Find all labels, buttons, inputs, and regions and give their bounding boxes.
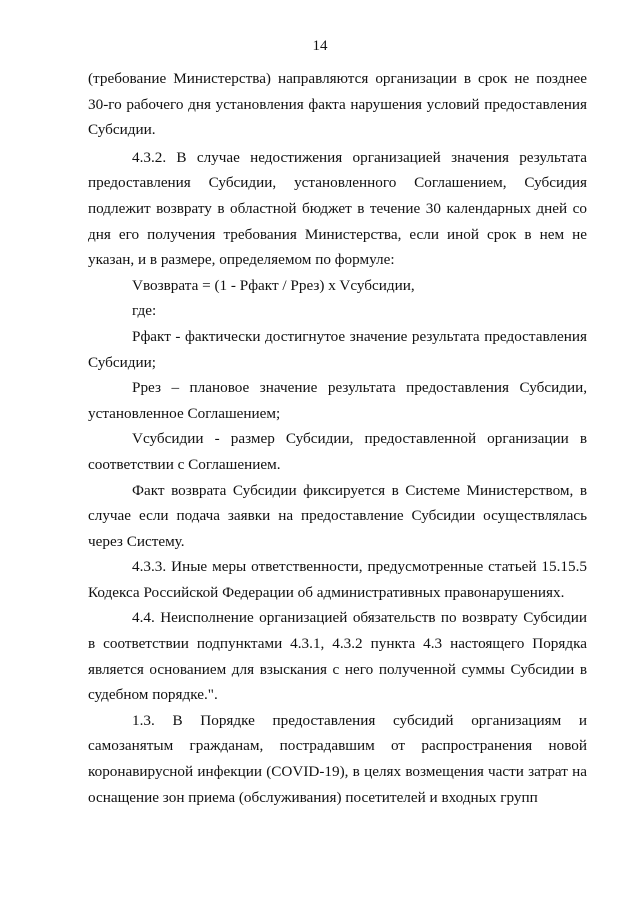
paragraph: где: <box>132 302 157 320</box>
definition-paragraph: Ррез – плановое значение результата предоставления Субсидии, установленное Соглашением; <box>88 379 587 422</box>
document-body <box>88 66 587 810</box>
paragraph: 4.4. Неисполнение организацией обязательств по возврату Субсидии в соответствии подпунктами 4.3.1, 4.3.2 пункта 4.3 настоящего Порядка является основанием для взыскания с него полученной суммы Субсидии в судебном порядке.". <box>88 609 587 704</box>
formula: Vвозврата = (1 - Рфакт / Ррез) x Vсубсидии, <box>132 276 415 294</box>
paragraph: 4.3.3. Иные меры ответственности, предусмотренные статьей 15.15.5 Кодекса Российской Федерации об административных правонарушениях. <box>88 558 587 601</box>
paragraph: 1.3. В Порядке предоставления субсидий организациям и самозанятым гражданам, пострадавшим от распространения новой коронавирусной инфекции (COVID-19), в целях возмещения части затрат на оснащение зон приема (обслуживания) посетителей и входных групп <box>88 711 587 806</box>
definition-paragraph: Vсубсидии - размер Субсидии, предоставленной организации в соответствии с Соглашением. <box>88 430 587 473</box>
paragraph: Факт возврата Субсидии фиксируется в Системе Министерством, в случае если подача заявки на предоставление Субсидии осуществлялась через Систему. <box>88 481 587 550</box>
page-number: 14 <box>312 38 328 54</box>
paragraph: 4.3.2. В случае недостижения организацией значения результата предоставления Субсидии, установленного Соглашением, Субсидия подлежит возврату в областной бюджет в течение 30 календарных дней со дня его получения требования Министерства, если иной срок в нем не указан, и в размере, определяемом по формуле: <box>88 148 587 269</box>
definition-paragraph: Рфакт - фактически достигнутое значение результата предоставления Субсидии; <box>88 327 587 371</box>
paragraph: (требование Министерства) направляются организации в срок не позднее 30-го рабочего дня установления факта нарушения условий предоставления Субсидии. <box>88 70 587 139</box>
